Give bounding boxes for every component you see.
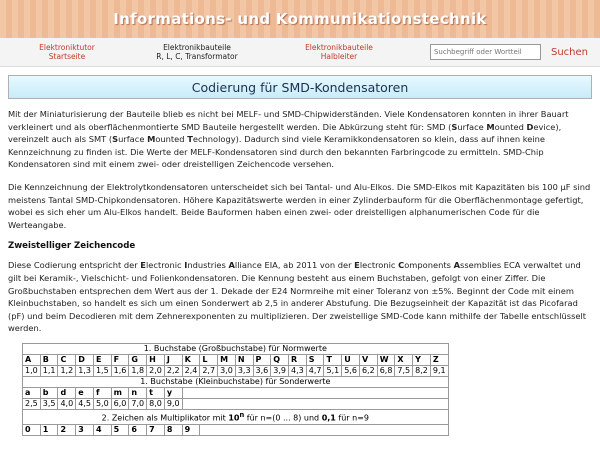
table-cell: T [324, 354, 342, 365]
table-cell: Z [430, 354, 448, 365]
table-cell: 3,9 [271, 365, 289, 376]
table-cell: b [40, 387, 58, 398]
search-button[interactable]: Suchen [550, 46, 588, 58]
table-cell-empty [182, 387, 448, 398]
table-cell: 3,6 [253, 365, 271, 376]
table-cell: 6,0 [111, 398, 129, 409]
nav-link-startseite[interactable] [22, 43, 112, 61]
table-cell: W [377, 354, 395, 365]
table-cell: 4,0 [58, 398, 76, 409]
table-cell: 2,5 [23, 398, 41, 409]
table-cell: A [23, 354, 41, 365]
table-cell: H [147, 354, 165, 365]
table-cell: F [111, 354, 129, 365]
nav-link-line1: Elektroniktutor [39, 43, 95, 52]
table-cell: 2 [58, 424, 76, 435]
main-content [8, 75, 592, 436]
table-row [23, 354, 449, 365]
search-input[interactable] [430, 44, 541, 60]
table-cell: m [111, 387, 129, 398]
table-cell: 9 [182, 424, 200, 435]
table-cell: 2,2 [164, 365, 182, 376]
table-cell: G [129, 354, 147, 365]
table-cell: d [58, 387, 76, 398]
table-cell: a [23, 387, 41, 398]
table-cell: 1,2 [58, 365, 76, 376]
table-cell: K [182, 354, 200, 365]
table-cell: 1 [40, 424, 58, 435]
nav-link-halbleiter[interactable] [294, 43, 384, 61]
table-row [23, 365, 449, 376]
table-cell: C [58, 354, 76, 365]
table-cell: 3 [76, 424, 94, 435]
table-cell: 1,6 [111, 365, 129, 376]
search-area [430, 44, 588, 60]
table-cell: 1,3 [76, 365, 94, 376]
table-cell: S [306, 354, 324, 365]
table-cell: 8,2 [413, 365, 431, 376]
nav-link-line2: Halbleiter [320, 52, 358, 61]
table-cell: 3,5 [40, 398, 58, 409]
table-cell: 4 [93, 424, 111, 435]
table-cell: P [253, 354, 271, 365]
elko-paragraph: Die Kennzeichnung der Elektrolytkondensatoren unterscheidet sich bei Tantal- und Alu-Elkos. Die SMD-Elkos mit Kapazitäten bis 100 µF sind meistens Tantal SMD-Chipkondensatoren. Höhere Kapazitätswerte werden in einer Zylinderbauform für die Oberflächenmontage gefertigt, wobei es sich eher um Alu-Elkos handelt. Beide Bauformen haben einen zwei- oder dreistelligen alphanumerischen Code für die Werteangabe. [8, 181, 591, 230]
page-title-box [8, 75, 592, 99]
table-cell: 5 [111, 424, 129, 435]
table-cell: 1,5 [93, 365, 111, 376]
table-cell: 1,1 [40, 365, 58, 376]
table-cell: 2,0 [147, 365, 165, 376]
table-cell: X [395, 354, 413, 365]
nav-link-line2: Startseite [48, 52, 86, 61]
site-title: Informations- und Kommunikationstechnik [113, 10, 487, 28]
table-cell: D [76, 354, 94, 365]
table-cell: 5,0 [93, 398, 111, 409]
table-cell: 2,7 [200, 365, 218, 376]
table-cell: 3,0 [218, 365, 236, 376]
table-cell: 4,3 [289, 365, 307, 376]
table-caption-multiplier: 2. Zeichen als Multiplikator mit 10$^n$ für n=(0 ... 8) und 0,1 für n=9 [23, 409, 449, 424]
table-cell: 6,8 [377, 365, 395, 376]
eia-paragraph: Diese Codierung entspricht der Electronic Industries Alliance EIA, ab 2011 von der Electronic Components Assemblies ECA verwaltet und gilt bei Keramik-, Vielschicht- und Folienkondensatoren. Die Kennung besteht aus einem Buchstaben, gefolgt von einer Ziffer. Die Großbuchstaben entsprechen dem Wert aus der 1. Dekade der E24 Normreihe mit einer Toleranz von ±5%. Beginnt der Code mit einem Kleinbuchstaben, so handelt es sich um einen Sonderwert ab 2,5 in anderer Abstufung. Die Bezugseinheit der Kapazität ist das Picofarad (pF) und beim Decodieren mit dem Zehnerexponenten zu multiplizieren. Der zweistellige SMD-Code kann mithilfe der Tabelle entschlüsselt werden. [8, 260, 587, 334]
table-cell: n [129, 387, 147, 398]
table-cell: L [200, 354, 218, 365]
top-navigation [0, 38, 600, 67]
table-row [23, 398, 449, 409]
table-cell: 7,0 [129, 398, 147, 409]
table-cell: f [93, 387, 111, 398]
table-cell: R [289, 354, 307, 365]
table-cell: 7 [147, 424, 165, 435]
table-cell: t [147, 387, 165, 398]
nav-item-line1: Elektronikbauteile [163, 43, 231, 52]
table-row [23, 387, 449, 398]
smd-code-table [22, 343, 449, 436]
table-cell: 4,5 [76, 398, 94, 409]
table-cell: Y [413, 354, 431, 365]
table-cell: V [359, 354, 377, 365]
table-cell: 5,6 [342, 365, 360, 376]
section-heading: Zweistelliger Zeichencode [8, 241, 136, 252]
table-cell: 0 [23, 424, 41, 435]
nav-link-line1: Elektronikbauteile [305, 43, 373, 52]
table-cell-empty [182, 398, 448, 409]
table-cell: 7,5 [395, 365, 413, 376]
table-cell: M [218, 354, 236, 365]
table-cell: 9,0 [164, 398, 182, 409]
table-cell: 2,4 [182, 365, 200, 376]
table-row [23, 424, 449, 435]
table-cell: 3,3 [235, 365, 253, 376]
nav-item-rlc-current[interactable] [142, 43, 252, 61]
table-cell: 1,8 [129, 365, 147, 376]
table-caption-lower: 1. Buchstabe (Kleinbuchstabe) für Sonderwerte [23, 376, 449, 387]
table-cell: 8 [164, 424, 182, 435]
intro-paragraph: Mit der Miniaturisierung der Bauteile blieb es nicht bei MELF- und SMD-Chipwiderständen. Viele Kondensatoren konnten in ihrer Bauart verkleinert und als oberflächenmontierte SMD Bauteile hergestellt werden. Die Abkürzung steht für: SMD (Surface Mounted Device), vereinzelt auch als SMT (Surface Mounted Technology). Dadurch sind viele Keramikkondensatoren so klein, dass auf ihnen keine Kennzeichnung zu finden ist. Die Werte der MELF-Kondensatoren sind durch den bekannten Farbringcode zu ermitteln. SMD-Chip Kondensatoren sind mit einem zwei- oder dreistelligen Zeichencode versehen. [8, 109, 569, 170]
table-cell: 6 [129, 424, 147, 435]
table-cell: 6,2 [359, 365, 377, 376]
table-cell: Q [271, 354, 289, 365]
table-cell: B [40, 354, 58, 365]
table-cell: y [164, 387, 182, 398]
table-cell: 4,7 [306, 365, 324, 376]
table-cell-empty [200, 424, 448, 435]
table-cell: E [93, 354, 111, 365]
table-cell: U [342, 354, 360, 365]
table-cell: 5,1 [324, 365, 342, 376]
table-cell: J [164, 354, 182, 365]
table-cell: 9,1 [430, 365, 448, 376]
site-banner [0, 0, 600, 38]
table-cell: e [76, 387, 94, 398]
table-cell: 1,0 [23, 365, 41, 376]
page-title: Codierung für SMD-Kondensatoren [191, 79, 409, 95]
table-cell: 8,0 [147, 398, 165, 409]
table-caption-upper: 1. Buchstabe (Großbuchstabe) für Normwerte [23, 343, 449, 354]
table-cell: N [235, 354, 253, 365]
nav-item-line2: R, L, C, Transformator [156, 52, 238, 61]
